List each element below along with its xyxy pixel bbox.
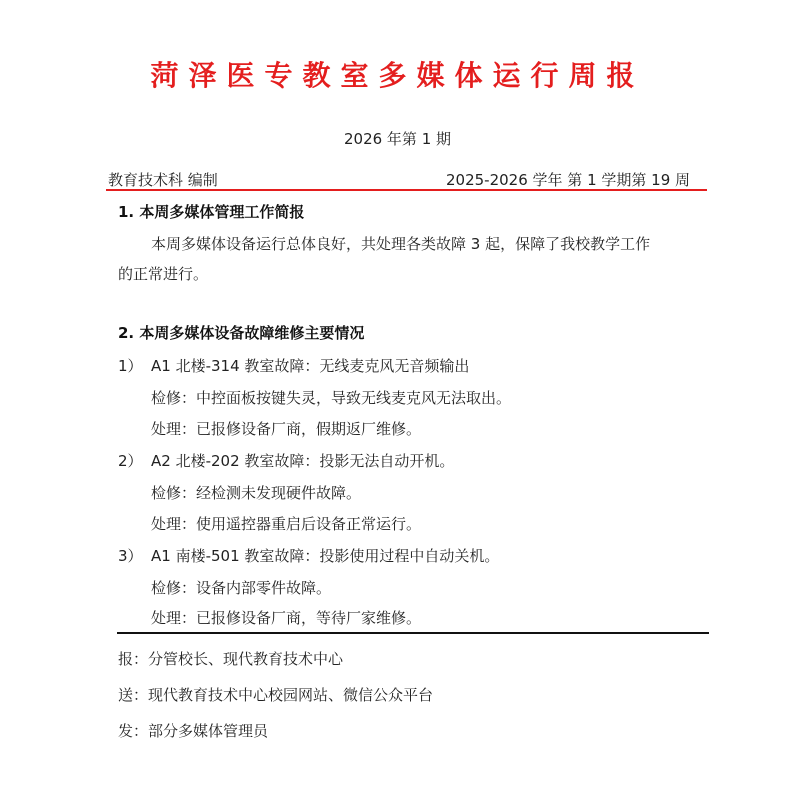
term-week: 2025-2026 学年 第 1 学期第 19 周 — [446, 171, 690, 189]
section1-title: 1. 本周多媒体管理工作简报 — [118, 203, 305, 221]
report-to-line: 报：分管校长、现代教育技术中心 — [118, 650, 344, 668]
fault-item-1-check: 检修：中控面板按键失灵，导致无线麦克风无法取出。 — [151, 389, 512, 407]
fault-item-2-check: 检修：经检测未发现硬件故障。 — [151, 484, 362, 502]
fault-item-1-desc: A1 北楼-314 教室故障：无线麦克风无音频输出 — [151, 357, 470, 375]
send-to-line: 送：现代教育技术中心校园网站、微信公众平台 — [118, 686, 434, 704]
fault-item-1-index: 1） — [118, 357, 143, 375]
section2-title: 2. 本周多媒体设备故障维修主要情况 — [118, 324, 365, 342]
header-red-divider — [106, 189, 707, 191]
fault-item-1-handle: 处理：已报修设备厂商，假期返厂维修。 — [151, 420, 422, 438]
fault-item-3-desc: A1 南楼-501 教室故障：投影使用过程中自动关机。 — [151, 547, 500, 565]
fault-item-2-handle: 处理：使用遥控器重启后设备正常运行。 — [151, 515, 422, 533]
fault-item-3-index: 3） — [118, 547, 143, 565]
fault-item-3-check: 检修：设备内部零件故障。 — [151, 579, 332, 597]
issue-to-line: 发：部分多媒体管理员 — [118, 722, 269, 740]
editor-line: 教育技术科 编制 — [108, 171, 218, 189]
report-title: 菏泽医专教室多媒体运行周报 — [150, 59, 645, 92]
fault-item-2-desc: A2 北楼-202 教室故障：投影无法自动开机。 — [151, 452, 455, 470]
section1-paragraph-line2: 的正常进行。 — [118, 265, 209, 283]
section1-paragraph-line1: 本周多媒体设备运行总体良好，共处理各类故障 3 起，保障了我校教学工作 — [151, 235, 651, 253]
fault-item-3-handle: 处理：已报修设备厂商，等待厂家维修。 — [151, 609, 422, 627]
footer-divider — [117, 632, 709, 634]
issue-number: 2026 年第 1 期 — [343, 130, 452, 148]
fault-item-2-index: 2） — [118, 452, 143, 470]
